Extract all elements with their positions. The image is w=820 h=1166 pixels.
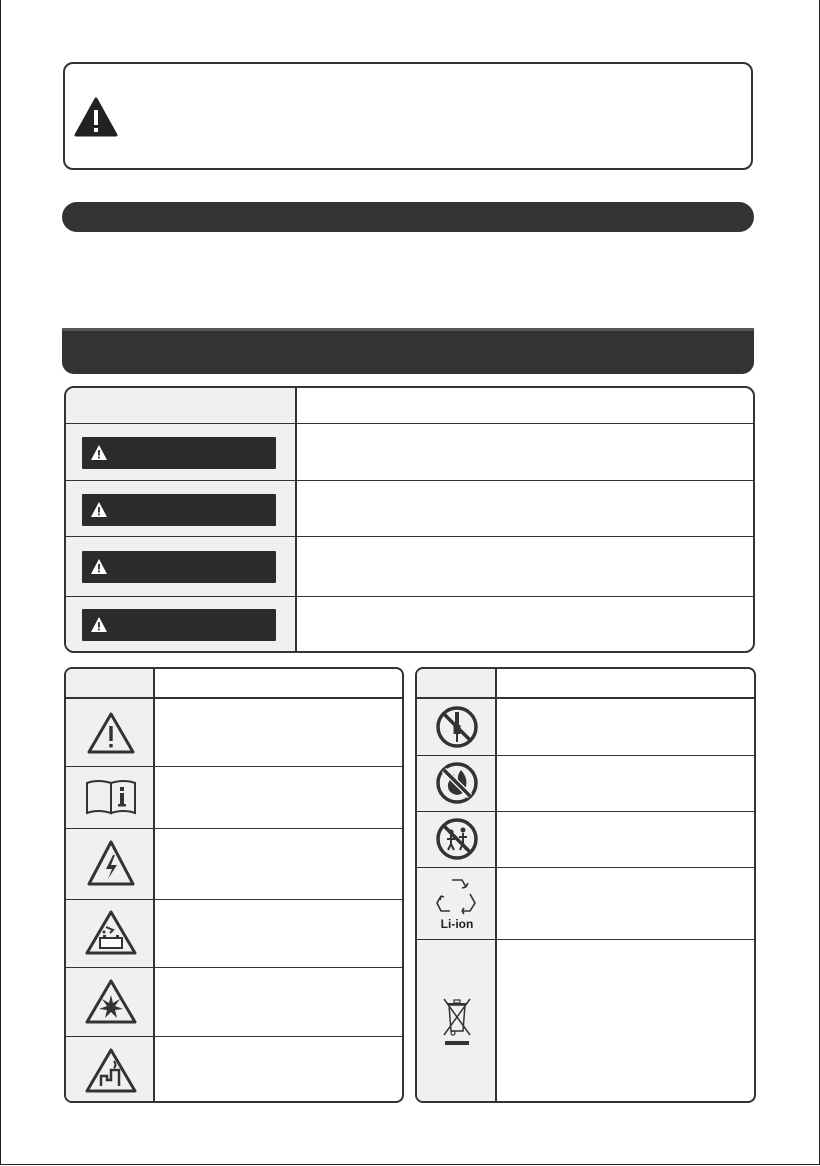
table-row-divider bbox=[66, 536, 753, 537]
crossed-bin-weee-icon bbox=[442, 997, 472, 1047]
symbol-cell bbox=[417, 867, 497, 939]
symbol-cell bbox=[417, 811, 497, 867]
hot-surface-icon bbox=[84, 1047, 138, 1095]
notice-box bbox=[63, 62, 753, 170]
signal-word-badge bbox=[82, 609, 276, 641]
li-ion-recycle-icon bbox=[432, 874, 482, 932]
table-header-row bbox=[66, 669, 402, 699]
table-row-divider bbox=[66, 480, 753, 481]
symbol-cell bbox=[66, 766, 155, 828]
symbol-cell bbox=[66, 699, 155, 766]
signal-word-table bbox=[64, 386, 755, 653]
symbols-table-right bbox=[415, 667, 756, 1103]
table-row-divider bbox=[66, 596, 753, 597]
li-ion-label: Li-ion bbox=[440, 917, 474, 931]
read-manual-icon bbox=[84, 778, 138, 816]
warning-triangle-icon bbox=[74, 97, 118, 137]
electric-shock-icon bbox=[86, 839, 136, 889]
symbol-cell bbox=[417, 755, 497, 811]
warning-triangle-icon bbox=[90, 444, 108, 461]
symbol-cell bbox=[417, 939, 497, 1103]
symbol-cell bbox=[66, 967, 155, 1036]
table-header-row bbox=[417, 669, 754, 699]
section-header-bar-2 bbox=[62, 328, 754, 374]
symbol-cell bbox=[66, 828, 155, 899]
no-fire-icon bbox=[435, 761, 479, 805]
symbol-cell bbox=[417, 699, 497, 755]
symbol-cell bbox=[66, 1036, 155, 1103]
signal-word-badge bbox=[82, 437, 276, 469]
warning-triangle-icon bbox=[90, 558, 108, 575]
table-row-divider bbox=[66, 423, 753, 424]
symbols-table-left bbox=[64, 667, 404, 1103]
warning-triangle-icon bbox=[90, 501, 108, 518]
keep-children-away-icon bbox=[435, 817, 479, 861]
signal-word-badge bbox=[82, 494, 276, 526]
no-screwdriver-icon bbox=[435, 705, 479, 749]
section-header-bar bbox=[62, 202, 754, 232]
general-warning-icon bbox=[86, 711, 136, 755]
battery-acid-icon bbox=[84, 909, 138, 957]
signal-word-badge bbox=[82, 551, 276, 583]
explosion-icon bbox=[84, 978, 138, 1026]
warning-triangle-icon bbox=[90, 616, 108, 633]
symbol-cell bbox=[66, 899, 155, 967]
